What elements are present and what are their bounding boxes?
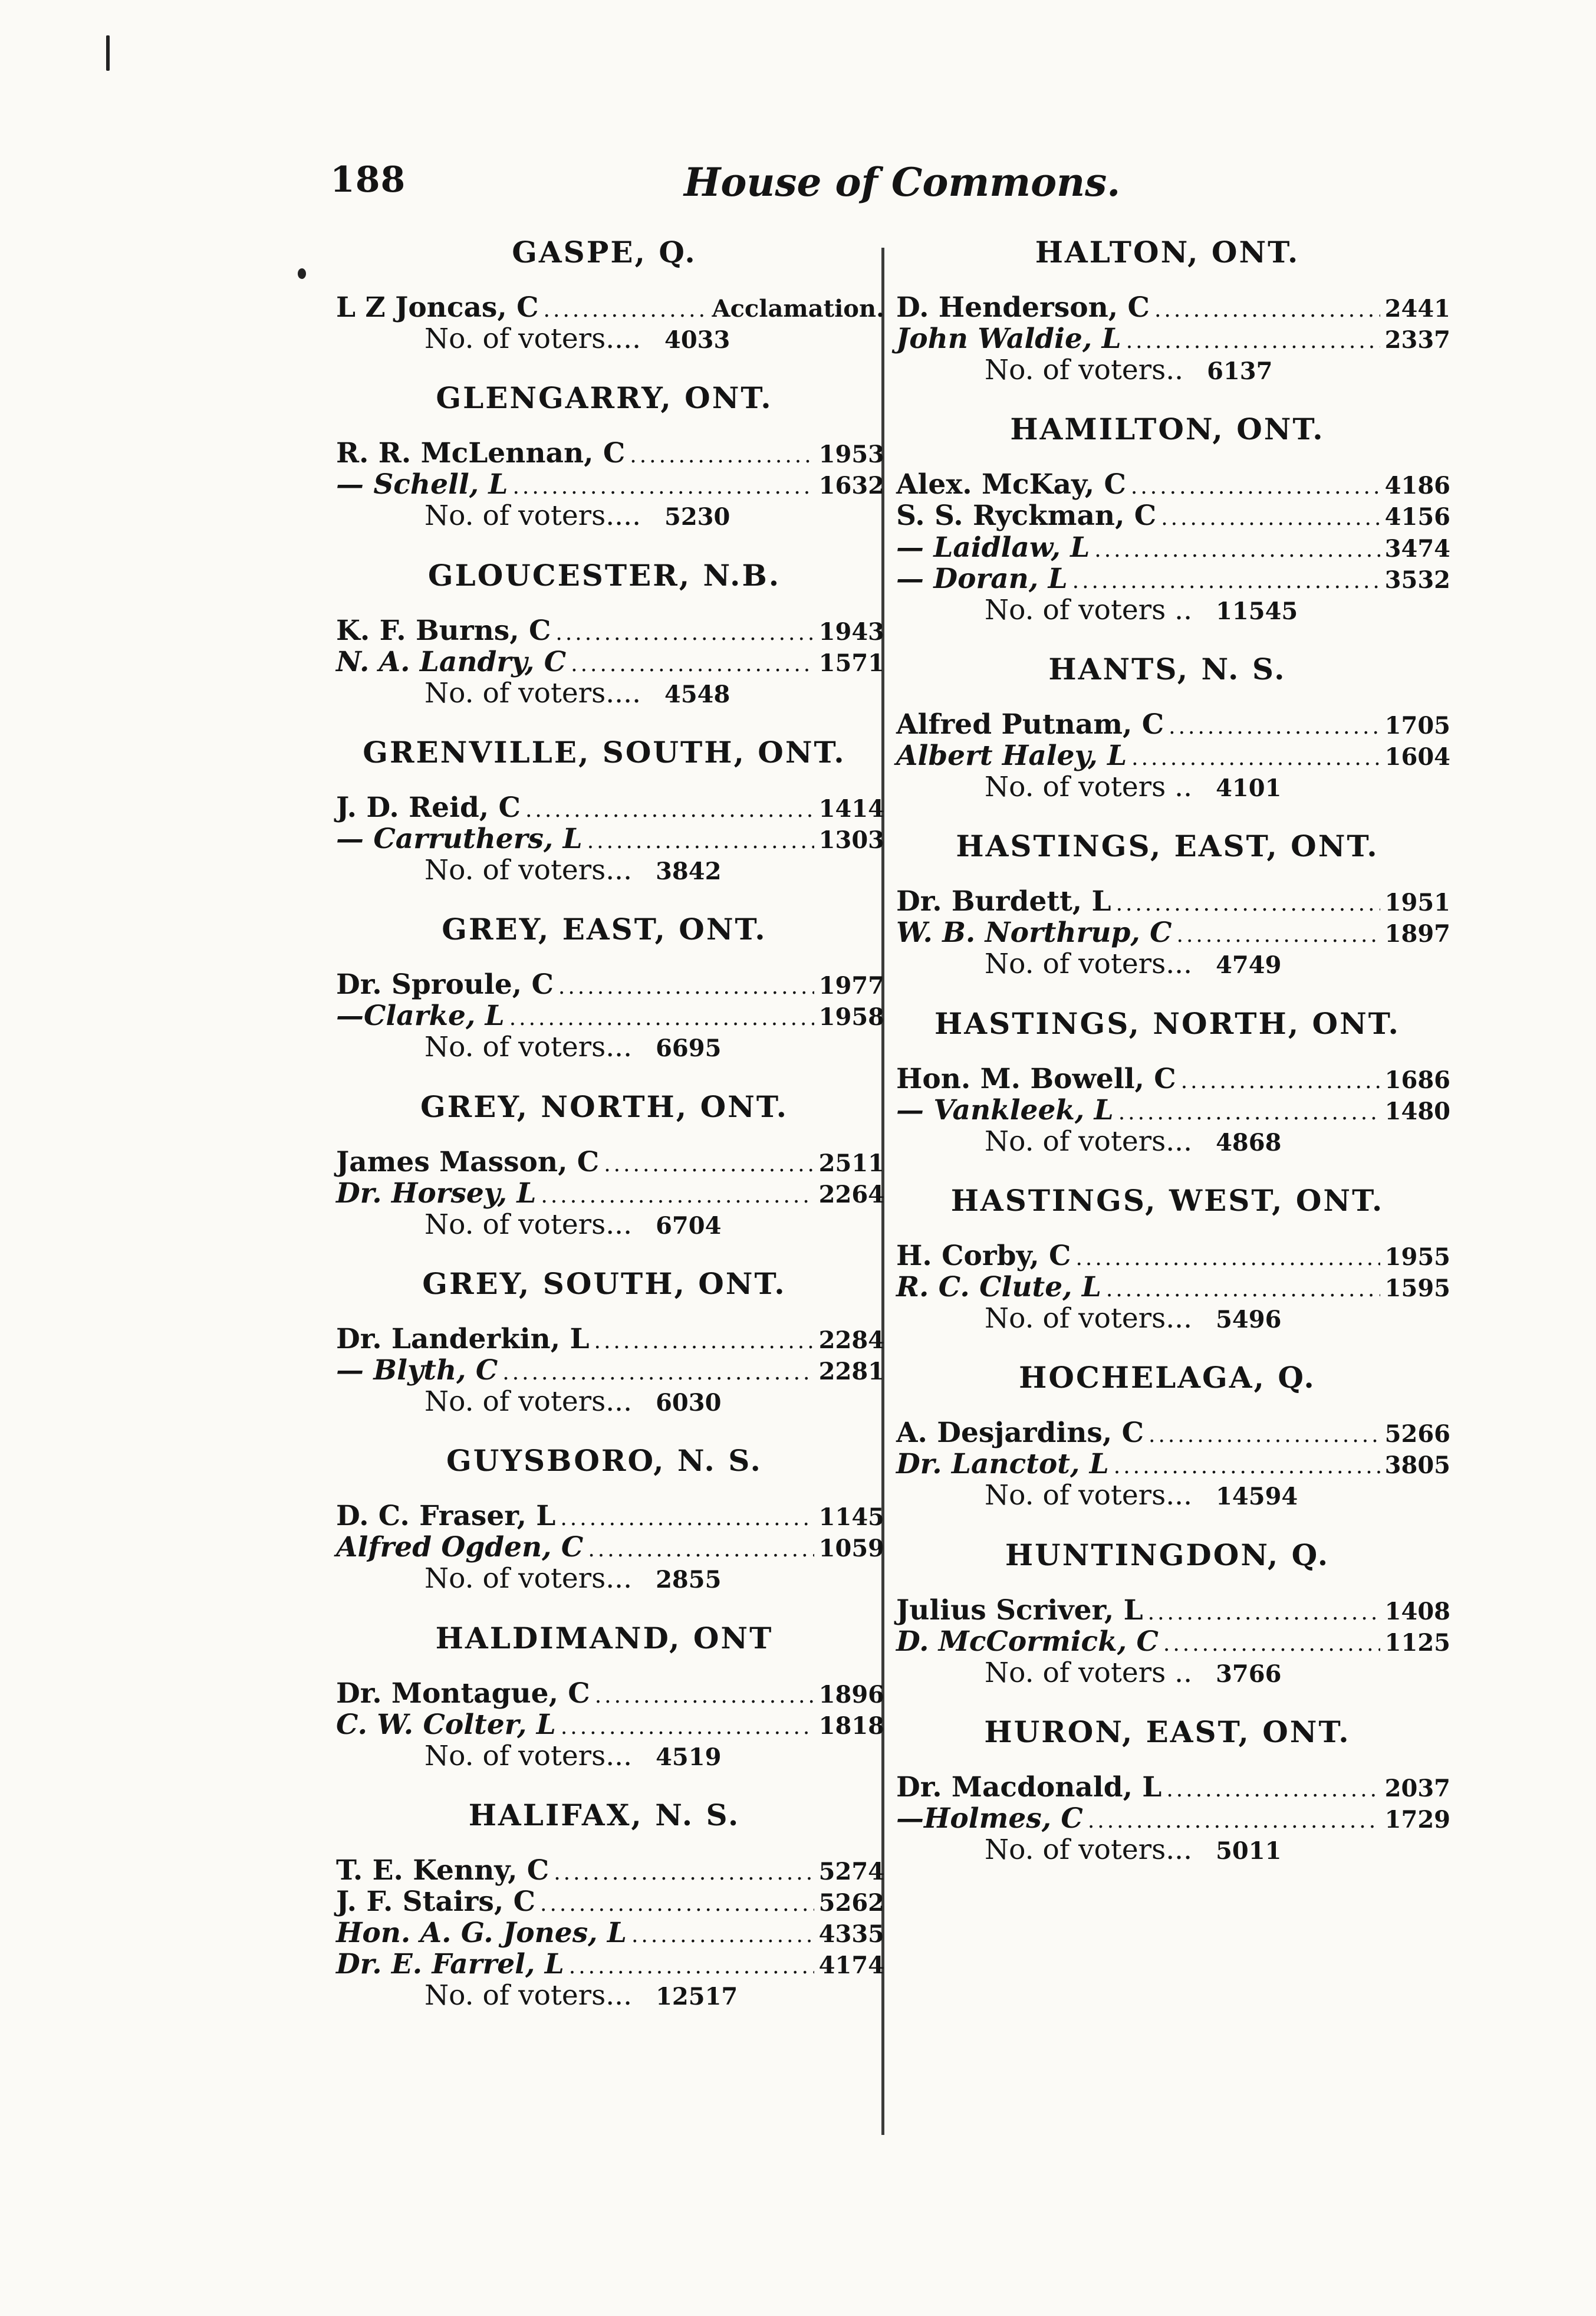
right-column [884,236,1450,1893]
candidate-votes: 1943 [818,617,884,646]
candidate-votes: 1686 [1384,1066,1450,1094]
dot-leader [558,975,814,1000]
voters-label: No. of voters... [985,1834,1193,1867]
dot-leader [1148,1601,1380,1625]
candidate-name: Dr. Lanctot, L [896,1448,1109,1481]
candidate-row [884,532,1450,563]
candidate-row [324,1532,884,1563]
candidate-name: — Carruthers, L [336,822,583,855]
dot-leader [544,298,707,323]
district-section [324,1090,884,1240]
voters-label: No. of voters.... [424,676,641,709]
candidate-row [324,1323,884,1355]
dot-leader [1149,1424,1380,1448]
district-section [884,413,1450,626]
voters-count: 4519 [656,1743,722,1771]
dot-leader [555,622,814,646]
dot-leader [1154,298,1380,323]
dot-leader [502,1361,814,1385]
district-section [884,1539,1450,1688]
candidate-name: T. E. Kenny, C [336,1854,549,1887]
voters-count: 4033 [664,326,730,354]
district-section [324,382,884,531]
district-title: HASTINGS, NORTH, ONT. [934,1006,1400,1041]
dot-leader [595,1684,814,1709]
candidate-row [884,1803,1450,1834]
candidate-row [324,823,884,855]
candidate-row [884,1626,1450,1657]
running-title: House of Commons. [684,159,1121,205]
candidate-row [884,1240,1450,1272]
candidate-votes: 1896 [818,1680,884,1709]
candidate-votes: 1571 [818,649,884,677]
district-title: HAMILTON, ONT. [1010,412,1325,447]
dot-leader [571,653,814,677]
voters-count: 3766 [1216,1660,1282,1688]
candidate-name: John Waldie, L [896,323,1121,356]
candidate-name: N. A. Landry, C [336,645,567,678]
voters-label: No. of voters .. [985,1656,1193,1689]
voters-count: 6137 [1207,357,1273,386]
voters-label: No. of voters... [985,1125,1193,1158]
district-section [884,830,1450,980]
candidate-name: — Schell, L [336,468,508,501]
candidate-votes: 2284 [818,1326,884,1354]
candidate-votes: 1729 [1384,1805,1450,1834]
candidate-votes: 1951 [1384,889,1450,917]
district-title: GREY, SOUTH, ONT. [422,1266,787,1301]
voters-count: 4548 [664,680,730,708]
voters-label: No. of voters... [424,1739,633,1772]
district-title: HASTINGS, WEST, ONT. [950,1182,1384,1218]
voters-count: 4868 [1216,1128,1282,1157]
voters-label: No. of voters... [424,854,633,887]
candidate-row [324,1917,884,1949]
dot-leader [588,1538,814,1562]
candidate-votes: 1595 [1384,1274,1450,1302]
district-title: GLOUCESTER, N.B. [427,557,781,593]
candidate-row [324,1500,884,1532]
candidate-votes: 1059 [818,1535,884,1563]
candidate-name: Alfred Putnam, C [896,708,1164,741]
candidate-votes: 1958 [818,1003,884,1031]
candidate-votes: 4156 [1384,503,1450,531]
candidate-votes: 1955 [1384,1243,1450,1271]
dot-leader [554,1861,814,1885]
district-title: HALIFAX, N. S. [468,1797,741,1832]
district-title: GUYSBORO, N. S. [446,1443,762,1479]
candidate-name: R. C. Clute, L [896,1270,1101,1303]
candidate-row [884,1095,1450,1126]
district-section [884,653,1450,803]
candidate-votes: 1414 [818,794,884,823]
candidate-name: K. F. Burns, C [336,614,551,647]
voters-count: 2855 [656,1566,722,1594]
voters-label: No. of voters... [424,1031,633,1064]
dot-leader [1106,1278,1380,1302]
candidate-name: C. W. Colter, L [336,1708,556,1741]
dot-leader [1072,570,1380,594]
voters-count: 5230 [664,503,730,531]
candidate-name: — Blyth, C [336,1354,498,1387]
voters-line [324,1740,884,1772]
candidate-name: — Vankleek, L [896,1093,1114,1126]
candidate-votes: 1604 [1384,743,1450,771]
district-title: HUNTINGDON, Q. [1005,1537,1330,1572]
candidate-row [884,1448,1450,1480]
dot-leader [594,1330,814,1354]
candidate-votes: 5266 [1384,1420,1450,1448]
district-section [324,1622,884,1772]
dot-leader [1163,1632,1380,1657]
voters-line [884,1657,1450,1688]
candidate-row [884,1772,1450,1803]
candidate-row [884,1063,1450,1095]
district-title: HANTS, N. S. [1048,651,1286,686]
district-section [884,236,1450,386]
candidate-name: Dr. Sproule, C [336,968,554,1001]
candidate-name: J. D. Reid, C [336,791,521,824]
voters-count: 5496 [1216,1306,1282,1334]
candidate-row [884,1272,1450,1303]
candidate-row [324,1146,884,1178]
candidate-row [324,646,884,678]
candidate-votes: 4174 [818,1952,884,1980]
candidate-name: Alfred Ogden, C [336,1531,584,1564]
dot-leader [587,830,814,854]
voters-line [324,1563,884,1594]
voters-label: No. of voters... [424,1562,633,1595]
dot-leader [1088,1809,1380,1834]
voters-line [884,1126,1450,1157]
candidate-name: H. Corby, C [896,1239,1071,1272]
candidate-name: W. B. Northrup, C [896,916,1172,950]
candidate-row [884,469,1450,500]
dot-leader [1116,892,1380,916]
voters-label: No. of voters.... [424,323,641,356]
candidate-name: Dr. Horsey, L [336,1177,537,1210]
voters-line [324,500,884,531]
dot-leader [1131,475,1380,500]
candidate-name: J. F. Stairs, C [336,1885,535,1918]
voters-line [884,354,1450,386]
voters-count: 4749 [1216,951,1282,980]
candidate-name: Dr. Montague, C [336,1677,590,1710]
voters-line [324,1980,884,2011]
candidate-votes: 5274 [818,1857,884,1885]
dot-leader [512,475,814,500]
candidate-row [884,323,1450,354]
dot-leader [630,444,814,468]
voters-label: No. of voters... [985,1302,1193,1335]
candidate-name: —Holmes, C [896,1802,1083,1835]
dot-leader [1177,924,1380,948]
district-section [884,1716,1450,1865]
voters-label: No. of voters... [424,1385,633,1418]
candidate-name: James Masson, C [336,1145,600,1178]
district-section [324,736,884,886]
voters-line [884,948,1450,980]
voters-count: 6695 [656,1034,722,1063]
scan-dot [298,268,306,279]
candidate-name: Hon. A. G. Jones, L [336,1917,627,1950]
voters-line [884,1834,1450,1865]
candidate-row [324,1886,884,1917]
voters-count: 5011 [1216,1837,1282,1865]
voters-label: No. of voters.... [424,500,641,533]
district-section [324,1444,884,1594]
dot-leader [540,1893,814,1917]
candidate-row [324,792,884,823]
district-section [324,1799,884,2012]
candidate-votes: 1705 [1384,711,1450,740]
candidate-name: Dr. Burdett, L [896,885,1111,918]
candidate-votes: 1632 [818,472,884,500]
voters-label: No. of voters... [985,948,1193,981]
candidate-row [884,917,1450,948]
candidate-row [324,615,884,646]
voters-label: No. of voters... [985,1479,1193,1512]
left-column [324,236,884,2038]
district-title: HOCHELAGA, Q. [1019,1360,1316,1395]
dot-leader [509,1007,814,1031]
candidate-row [324,969,884,1000]
district-section [324,1267,884,1417]
candidate-name: R. R. McLennan, C [336,437,626,470]
candidate-votes: 2281 [818,1357,884,1385]
candidate-votes: 1480 [1384,1097,1450,1125]
candidate-name: D. C. Fraser, L [336,1500,556,1533]
candidate-name: L Z Joncas, C [336,291,539,324]
dot-leader [1094,538,1380,563]
district-section [324,913,884,1063]
district-section [324,236,884,354]
candidate-name: Alex. McKay, C [896,468,1126,501]
voters-label: No. of voters .. [985,593,1193,626]
candidate-row [884,886,1450,917]
dot-leader [561,1716,814,1740]
district-title: HALTON, ONT. [1035,235,1300,270]
candidate-row [884,1595,1450,1626]
candidate-votes: 1145 [818,1503,884,1532]
district-section [884,1184,1450,1334]
candidate-votes: 2511 [818,1149,884,1177]
voters-label: No. of voters... [424,1208,633,1241]
candidate-name: D. McCormick, C [896,1625,1159,1658]
voters-count: 11545 [1216,597,1298,625]
candidate-votes: 2441 [1384,295,1450,323]
candidate-row [324,469,884,500]
dot-leader [1075,1247,1380,1271]
candidate-votes: Acclamation. [712,295,884,323]
district-title: GREY, NORTH, ONT. [420,1089,789,1124]
dot-leader [1161,507,1380,531]
candidate-votes: 4335 [818,1920,884,1949]
voters-line [884,1480,1450,1511]
candidate-row [324,1855,884,1886]
candidate-row [884,500,1450,531]
candidate-votes: 1303 [818,826,884,854]
dot-leader [1166,1778,1380,1802]
dot-leader [1126,330,1380,354]
scan-mark [106,35,110,71]
district-title: HASTINGS, EAST, ONT. [956,829,1379,864]
district-title: GRENVILLE, SOUTH, ONT. [363,734,846,770]
candidate-name: D. Henderson, C [896,291,1150,324]
candidate-name: Dr. Macdonald, L [896,1770,1162,1803]
candidate-votes: 3474 [1384,534,1450,563]
candidate-votes: 4186 [1384,472,1450,500]
candidate-votes: 2037 [1384,1774,1450,1802]
district-title: GREY, EAST, ONT. [442,912,767,947]
voters-count: 6030 [656,1389,722,1417]
voters-label: No. of voters.. [985,354,1184,387]
candidate-name: Dr. E. Farrel, L [336,1948,564,1981]
dot-leader [541,1184,814,1208]
district-section [324,559,884,709]
candidate-name: Albert Haley, L [896,739,1127,772]
voters-line [324,1386,884,1417]
page-header [330,159,1450,224]
candidate-row [324,1678,884,1709]
dot-leader [1131,747,1380,771]
candidate-votes: 1977 [818,972,884,1000]
voters-line [324,323,884,354]
candidate-votes: 1818 [818,1711,884,1740]
candidate-name: S. S. Ryckman, C [896,500,1157,533]
voters-line [324,1209,884,1240]
candidate-votes: 3532 [1384,566,1450,594]
dot-leader [1114,1455,1380,1479]
district-section [884,1007,1450,1157]
district-title: GLENGARRY, ONT. [436,380,773,416]
dot-leader [525,799,814,823]
candidate-row [884,1417,1450,1448]
voters-line [884,1303,1450,1334]
voters-count: 6704 [656,1211,722,1240]
candidate-name: — Laidlaw, L [896,531,1090,564]
candidate-row [324,1949,884,1980]
candidate-name: — Doran, L [896,562,1068,595]
dot-leader [1181,1070,1380,1094]
candidate-votes: 2337 [1384,326,1450,354]
candidate-votes: 3805 [1384,1451,1450,1480]
candidate-name: Julius Scriver, L [896,1594,1143,1627]
dot-leader [631,1924,814,1948]
candidate-row [324,1355,884,1386]
candidate-row [324,292,884,323]
voters-line [324,678,884,709]
candidate-votes: 1408 [1384,1597,1450,1625]
candidate-votes: 1125 [1384,1628,1450,1657]
voters-label: No. of voters... [424,1979,633,2012]
dot-leader [569,1955,814,1979]
voters-count: 14594 [1216,1483,1298,1511]
candidate-name: Dr. Landerkin, L [336,1322,590,1355]
candidate-name: Hon. M. Bowell, C [896,1062,1176,1095]
candidate-row [884,709,1450,740]
candidate-name: A. Desjardins, C [896,1417,1144,1450]
candidate-row [324,1000,884,1031]
candidate-row [324,438,884,469]
page-number: 188 [330,159,406,201]
district-title: HURON, EAST, ONT. [984,1714,1351,1749]
dot-leader [1169,715,1380,740]
candidate-votes: 1953 [818,441,884,469]
candidate-row [324,1178,884,1209]
candidate-votes: 2264 [818,1180,884,1208]
voters-line [324,855,884,886]
voters-line [884,771,1450,803]
voters-label: No. of voters .. [985,771,1193,804]
district-title: HALDIMAND, ONT [435,1620,774,1655]
district-title: GASPE, Q. [512,235,697,270]
voters-line [884,594,1450,626]
dot-leader [1118,1101,1380,1125]
candidate-votes: 5262 [818,1888,884,1917]
district-section [884,1361,1450,1511]
voters-count: 3842 [656,858,722,886]
candidate-votes: 1897 [1384,920,1450,948]
dot-leader [604,1153,814,1177]
candidate-row [884,740,1450,771]
candidate-row [324,1709,884,1740]
voters-line [324,1031,884,1063]
candidate-row [884,292,1450,323]
dot-leader [560,1507,814,1531]
candidate-row [884,563,1450,594]
voters-count: 12517 [656,1983,738,2011]
candidate-name: —Clarke, L [336,1000,505,1033]
voters-count: 4101 [1216,774,1282,803]
